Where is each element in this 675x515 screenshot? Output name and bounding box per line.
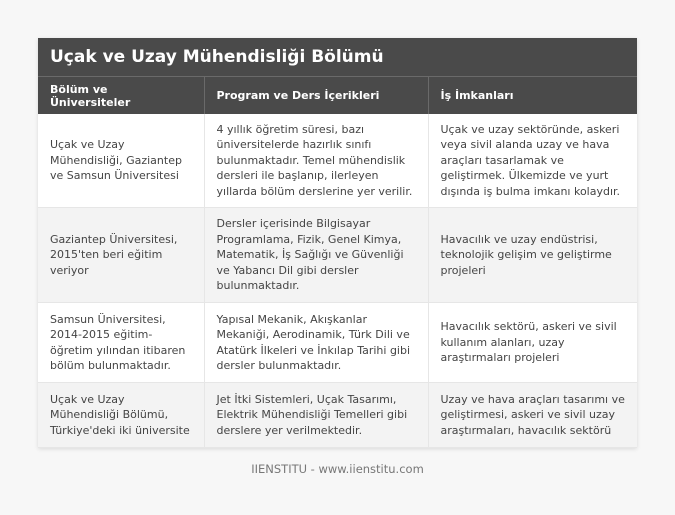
table-cell: Uçak ve uzay sektöründe, askeri veya sivil alanda uzay ve hava araçları tasarlamak ve geliştirmek. Ülkemizde ve yurt dışında iş bulma imkanı kolaydır. xyxy=(428,114,637,208)
table-cell: 4 yıllık öğretim süresi, bazı üniversitelerde hazırlık sınıfı bulunmaktadır. Temel mühendislik dersleri ile başlanıp, ilerleyen yıllarda bölüm derslerine yer verilir. xyxy=(204,114,428,208)
table-row xyxy=(38,208,637,303)
table-cell: Uçak ve Uzay Mühendisliği Bölümü, Türkiye'deki iki üniversite xyxy=(38,383,204,448)
table-row xyxy=(38,383,637,448)
table-cell: Yapısal Mekanik, Akışkanlar Mekaniği, Aerodinamik, Türk Dili ve Atatürk İlkeleri ve İnkılap Tarihi gibi dersler bulunmaktadır. xyxy=(204,303,428,383)
info-table-card xyxy=(38,38,637,448)
table-header-row xyxy=(38,77,637,114)
table-row xyxy=(38,303,637,383)
table-row xyxy=(38,114,637,208)
info-table xyxy=(38,77,637,448)
table-cell: Dersler içerisinde Bilgisayar Programlama, Fizik, Genel Kimya, Matematik, İş Sağlığı ve Güvenliği ve Yabancı Dil gibi dersler bulunmaktadır. xyxy=(204,208,428,303)
table-cell: Havacılık ve uzay endüstrisi, teknolojik gelişim ve geliştirme projeleri xyxy=(428,208,637,303)
footer-credit: IIENSTITU - www.iienstitu.com xyxy=(251,462,424,476)
table-cell: Uzay ve hava araçları tasarımı ve geliştirmesi, askeri ve sivil uzay araştırmaları, havacılık sektörü xyxy=(428,383,637,448)
column-header-departments: Bölüm ve Üniversiteler xyxy=(38,77,204,114)
table-cell: Samsun Üniversitesi, 2014-2015 eğitim-öğretim yılından itibaren bölüm bulunmaktadır. xyxy=(38,303,204,383)
table-cell: Havacılık sektörü, askeri ve sivil kullanım alanları, uzay araştırmaları projeleri xyxy=(428,303,637,383)
column-header-program: Program ve Ders İçerikleri xyxy=(204,77,428,114)
table-cell: Uçak ve Uzay Mühendisliği, Gaziantep ve Samsun Üniversitesi xyxy=(38,114,204,208)
column-header-jobs: İş İmkanları xyxy=(428,77,637,114)
table-cell: Jet İtki Sistemleri, Uçak Tasarımı, Elektrik Mühendisliği Temelleri gibi derslere yer verilmektedir. xyxy=(204,383,428,448)
table-title: Uçak ve Uzay Mühendisliği Bölümü xyxy=(38,38,637,77)
table-cell: Gaziantep Üniversitesi, 2015'ten beri eğitim veriyor xyxy=(38,208,204,303)
